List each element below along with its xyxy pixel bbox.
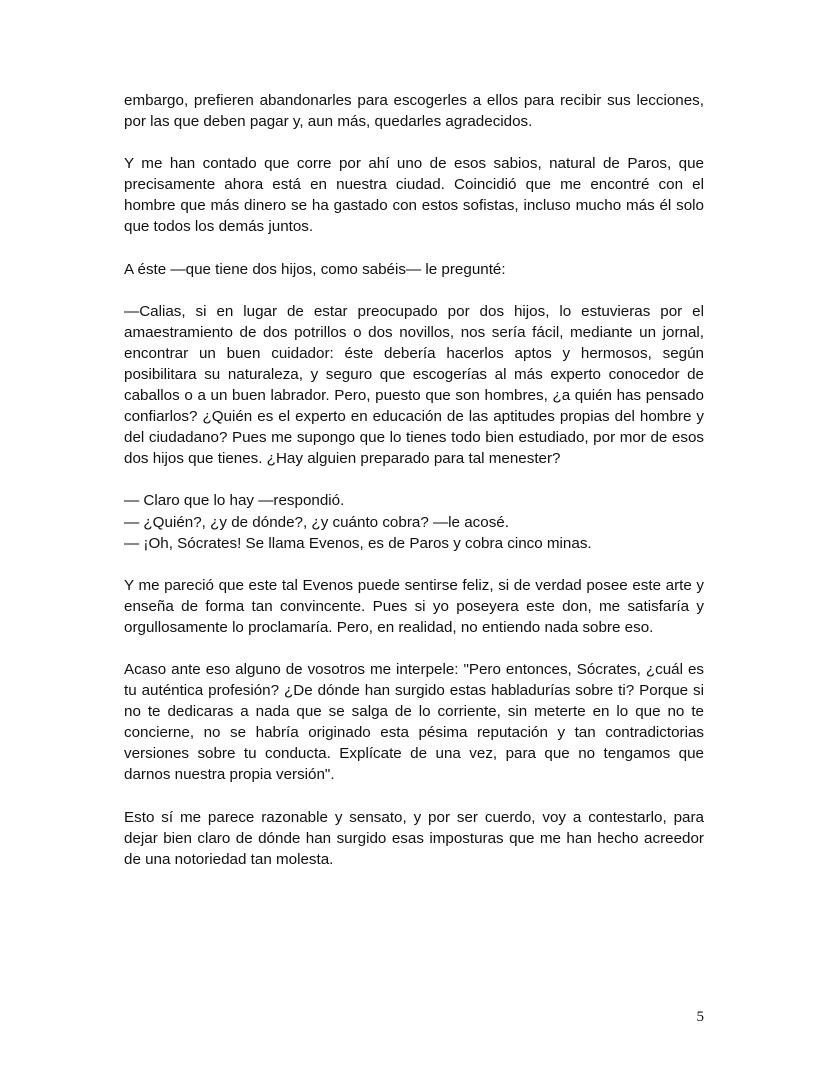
dialogue-line-3: — ¡Oh, Sócrates! Se llama Evenos, es de Paros y cobra cinco minas. xyxy=(124,534,592,552)
body-text xyxy=(124,90,704,891)
paragraph-2: Y me han contado que corre por ahí uno de esos sabios, natural de Paros, que precisamente ahora está en nuestra ciudad. Coincidió que me encontré con el hombre que más dinero se ha gastado con estos sofistas, incluso mucho más él solo que todos los demás juntos. xyxy=(124,155,704,236)
paragraph-5: Y me pareció que este tal Evenos puede sentirse feliz, si de verdad posee este arte y enseña de forma tan convincente. Pues si yo poseyera este don, me satisfaría y orgullosamente lo proclamaría. Pero, en realidad, no entiendo nada sobre eso. xyxy=(124,576,704,636)
dialogue-block xyxy=(124,490,704,553)
dialogue-line-2: — ¿Quién?, ¿y de dónde?, ¿y cuánto cobra? —le acosé. xyxy=(124,513,509,531)
dialogue-line-1: — Claro que lo hay —respondió. xyxy=(124,492,345,510)
paragraph-4: —Calias, si en lugar de estar preocupado por dos hijos, lo estuvieras por el amaestramiento de dos potrillos o dos novillos, nos sería fácil, mediante un jornal, encontrar un buen cuidador: éste debería hacerlos aptos y hermosos, según posibilitara su naturaleza, y seguro que escogerías al más experto conocedor de caballos o a un buen labrador. Pero, puesto que son hombres, ¿a quién has pensado confiarlos? ¿Quién es el experto en educación de las aptitudes propias del hombre y del ciudadano? Pues me supongo que lo tienes todo bien estudiado, por mor de esos dos hijos que tienes. ¿Hay alguien preparado para tal menester? xyxy=(124,302,704,468)
paragraph-7: Esto sí me parece razonable y sensato, y por ser cuerdo, voy a contestarlo, para dejar bien claro de dónde han surgido esas imposturas que me han hecho acreedor de una notoriedad tan molesta. xyxy=(124,808,704,868)
paragraph-3: A éste —que tiene dos hijos, como sabéis— le pregunté: xyxy=(124,260,506,278)
paragraph-1: embargo, prefieren abandonarles para escogerles a ellos para recibir sus lecciones, por las que deben pagar y, aun más, quedarles agradecidos. xyxy=(124,92,704,131)
page-number: 5 xyxy=(696,1009,704,1025)
paragraph-6: Acaso ante eso alguno de vosotros me interpele: "Pero entonces, Sócrates, ¿cuál es tu auténtica profesión? ¿De dónde han surgido estas habladurías sobre ti? Porque si no te dedicaras a nada que se salga de lo corriente, sin meterte en lo que no te concierne, no se habría originado esta pésima reputación y tan contradictorias versiones sobre tu conducta. Explícate de una vez, para que no tengamos que darnos nuestra propia versión". xyxy=(124,660,704,784)
